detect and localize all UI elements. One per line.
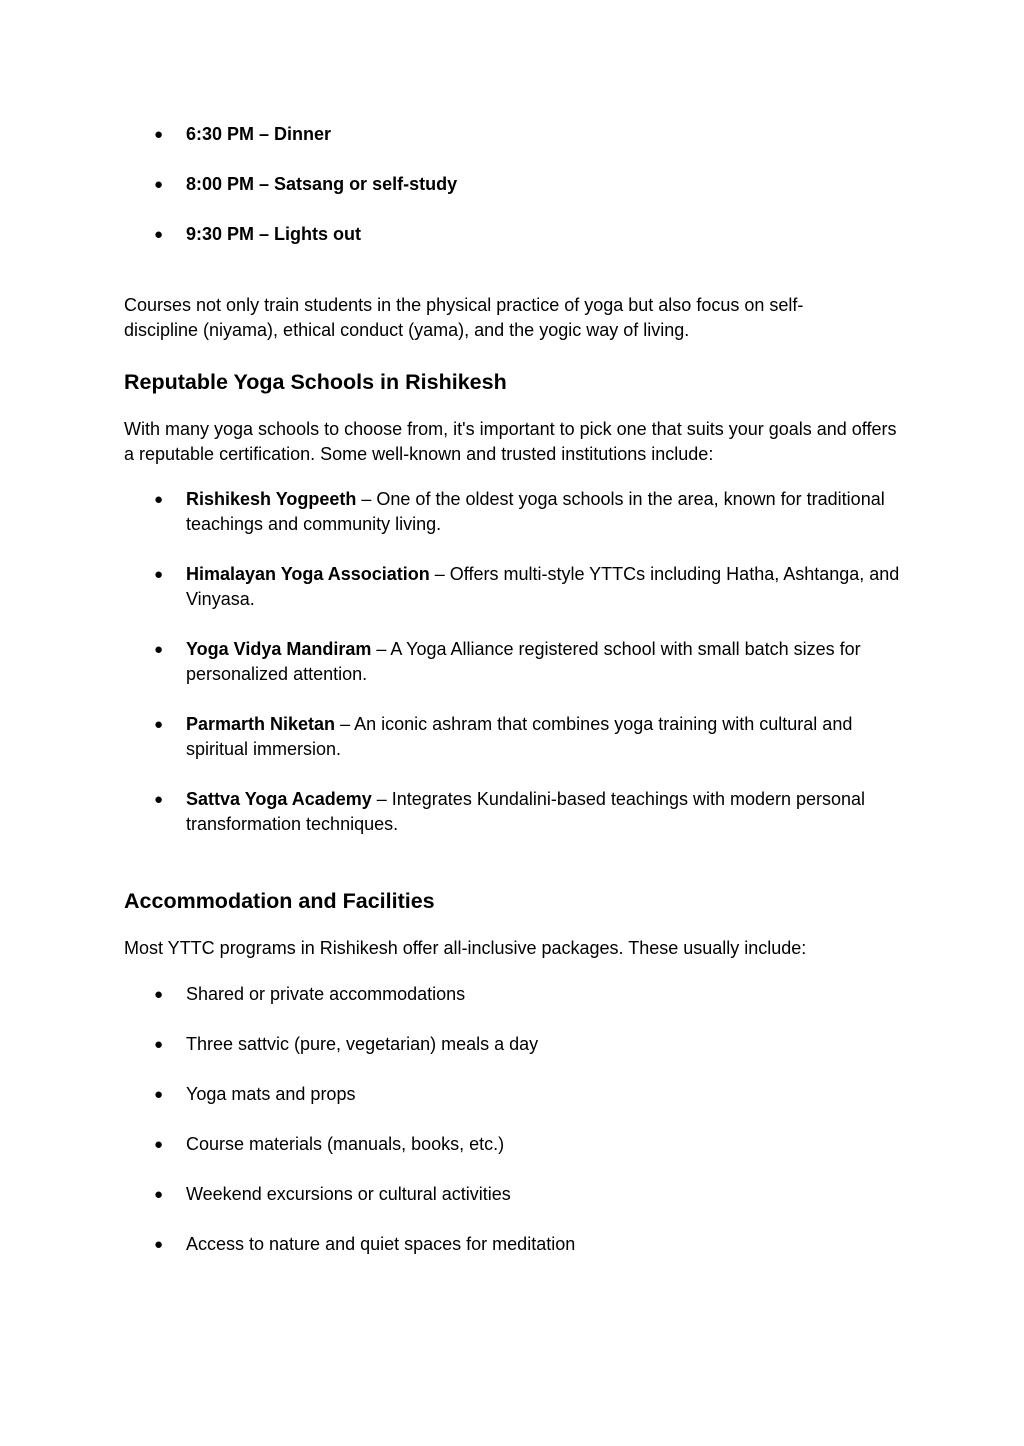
bullet-icon: ● (154, 491, 164, 508)
school-name: Himalayan Yoga Association (186, 564, 430, 584)
bullet-icon: ● (154, 1236, 164, 1253)
accommodation-intro: Most YTTC programs in Rishikesh offer all-inclusive packages. These usually include: (124, 938, 807, 958)
school-item (124, 562, 904, 612)
bullet-icon: ● (154, 641, 164, 658)
bullet-icon: ● (154, 716, 164, 733)
schools-intro: With many yoga schools to choose from, it's important to pick one that suits your goals and offers a reputable certification. Some well-known and trusted institutions include: (124, 419, 897, 464)
schedule-list (124, 122, 904, 247)
schools-heading: Reputable Yoga Schools in Rishikesh (124, 370, 507, 394)
bullet-icon: ● (154, 986, 164, 1003)
school-item (124, 787, 904, 837)
bullet-icon: ● (154, 791, 164, 808)
accommodation-list (124, 982, 904, 1257)
school-name: Rishikesh Yogpeeth (186, 489, 357, 509)
facility-item: ● Weekend excursions or cultural activities (124, 1182, 904, 1207)
school-item (124, 712, 904, 762)
schedule-item: ● 8:00 PM – Satsang or self-study (124, 172, 904, 197)
bullet-icon: ● (154, 126, 164, 143)
schedule-item: ● 9:30 PM – Lights out (124, 222, 904, 247)
school-item (124, 487, 904, 537)
bullet-icon: ● (154, 176, 164, 193)
bullet-icon: ● (154, 226, 164, 243)
school-item (124, 637, 904, 687)
schools-list (124, 487, 904, 837)
facility-item: ● Course materials (manuals, books, etc.) (124, 1132, 904, 1157)
school-name: Yoga Vidya Mandiram (186, 639, 372, 659)
facility-item: ● Shared or private accommodations (124, 982, 904, 1007)
school-desc: – An iconic ashram that combines yoga training with cultural and spiritual immersion. (186, 714, 853, 759)
bullet-icon: ● (154, 1036, 164, 1053)
bullet-icon: ● (154, 1186, 164, 1203)
facility-item: ● Three sattvic (pure, vegetarian) meals a day (124, 1032, 904, 1057)
bullet-icon: ● (154, 1086, 164, 1103)
bullet-icon: ● (154, 566, 164, 583)
school-name: Parmarth Niketan (186, 714, 336, 734)
school-desc: – A Yoga Alliance registered school with small batch sizes for personalized attention. (186, 639, 861, 684)
school-desc: – Integrates Kundalini-based teachings with modern personal transformation techniques. (186, 789, 866, 834)
accommodation-heading: Accommodation and Facilities (124, 889, 435, 913)
facility-item: ● Access to nature and quiet spaces for meditation (124, 1232, 904, 1257)
courses-paragraph: Courses not only train students in the physical practice of yoga but also focus on self-discipline (niyama), ethical conduct (yama), and the yogic way of living. (124, 295, 804, 340)
school-desc: – Offers multi-style YTTCs including Hatha, Ashtanga, and Vinyasa. (186, 564, 900, 609)
schedule-item: ● 6:30 PM – Dinner (124, 122, 904, 147)
facility-item: ● Yoga mats and props (124, 1082, 904, 1107)
school-desc: – One of the oldest yoga schools in the area, known for traditional teachings and community living. (186, 489, 885, 534)
bullet-icon: ● (154, 1136, 164, 1153)
school-name: Sattva Yoga Academy (186, 789, 372, 809)
